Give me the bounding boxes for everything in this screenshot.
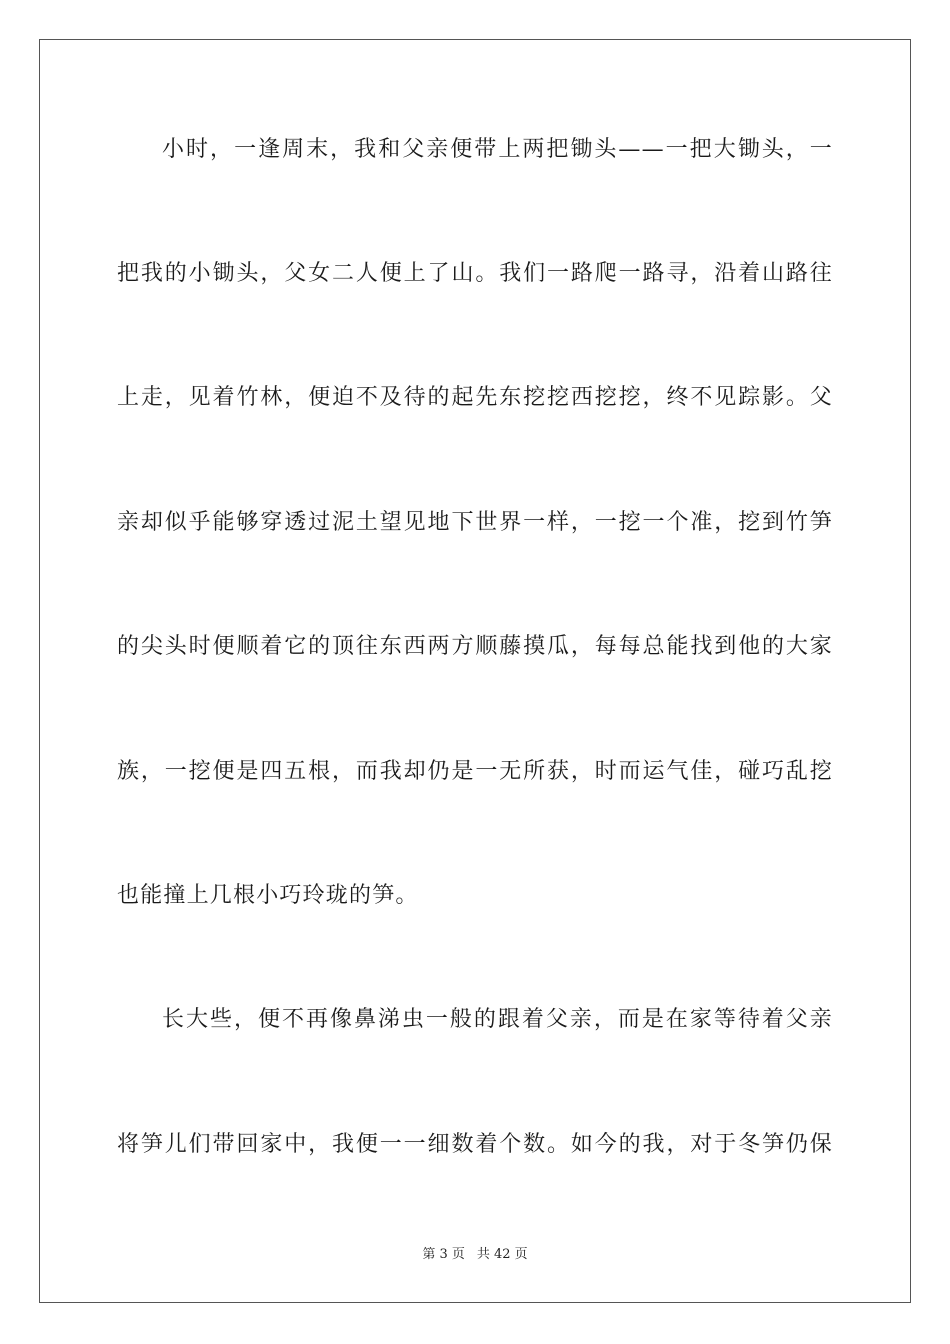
paragraph-1-line-7: 也能撞上几根小巧玲珑的笋。 xyxy=(117,883,419,908)
paragraph-2-line-2: 将笋儿们带回家中，我便一一细数着个数。如今的我，对于冬笋仍保 xyxy=(117,1132,833,1157)
page-footer xyxy=(0,1246,950,1264)
paragraph-1-line-2: 把我的小锄头，父女二人便上了山。我们一路爬一路寻，沿着山路往 xyxy=(117,261,833,286)
paragraph-1-line-5: 的尖头时便顺着它的顶往东西两方顺藤摸瓜，每每总能找到他的大家 xyxy=(117,634,833,659)
page-number: 第 3 页 xyxy=(422,1247,465,1262)
page-total: 共 42 页 xyxy=(476,1247,528,1262)
paragraph-1-line-6: 族，一挖便是四五根，而我却仍是一无所获，时而运气佳，碰巧乱挖 xyxy=(117,759,833,784)
paragraph-1-line-3: 上走，见着竹林，便迫不及待的起先东挖挖西挖挖，终不见踪影。父 xyxy=(117,385,833,410)
paragraph-2-line-1: 长大些，便不再像鼻涕虫一般的跟着父亲，而是在家等待着父亲 xyxy=(162,1007,833,1032)
paragraph-1-line-4: 亲却似乎能够穿透过泥土望见地下世界一样，一挖一个准，挖到竹笋 xyxy=(117,510,833,535)
paragraph-1-line-1: 小时，一逢周末，我和父亲便带上两把锄头——一把大锄头，一 xyxy=(162,137,833,162)
page-border xyxy=(39,39,911,1303)
